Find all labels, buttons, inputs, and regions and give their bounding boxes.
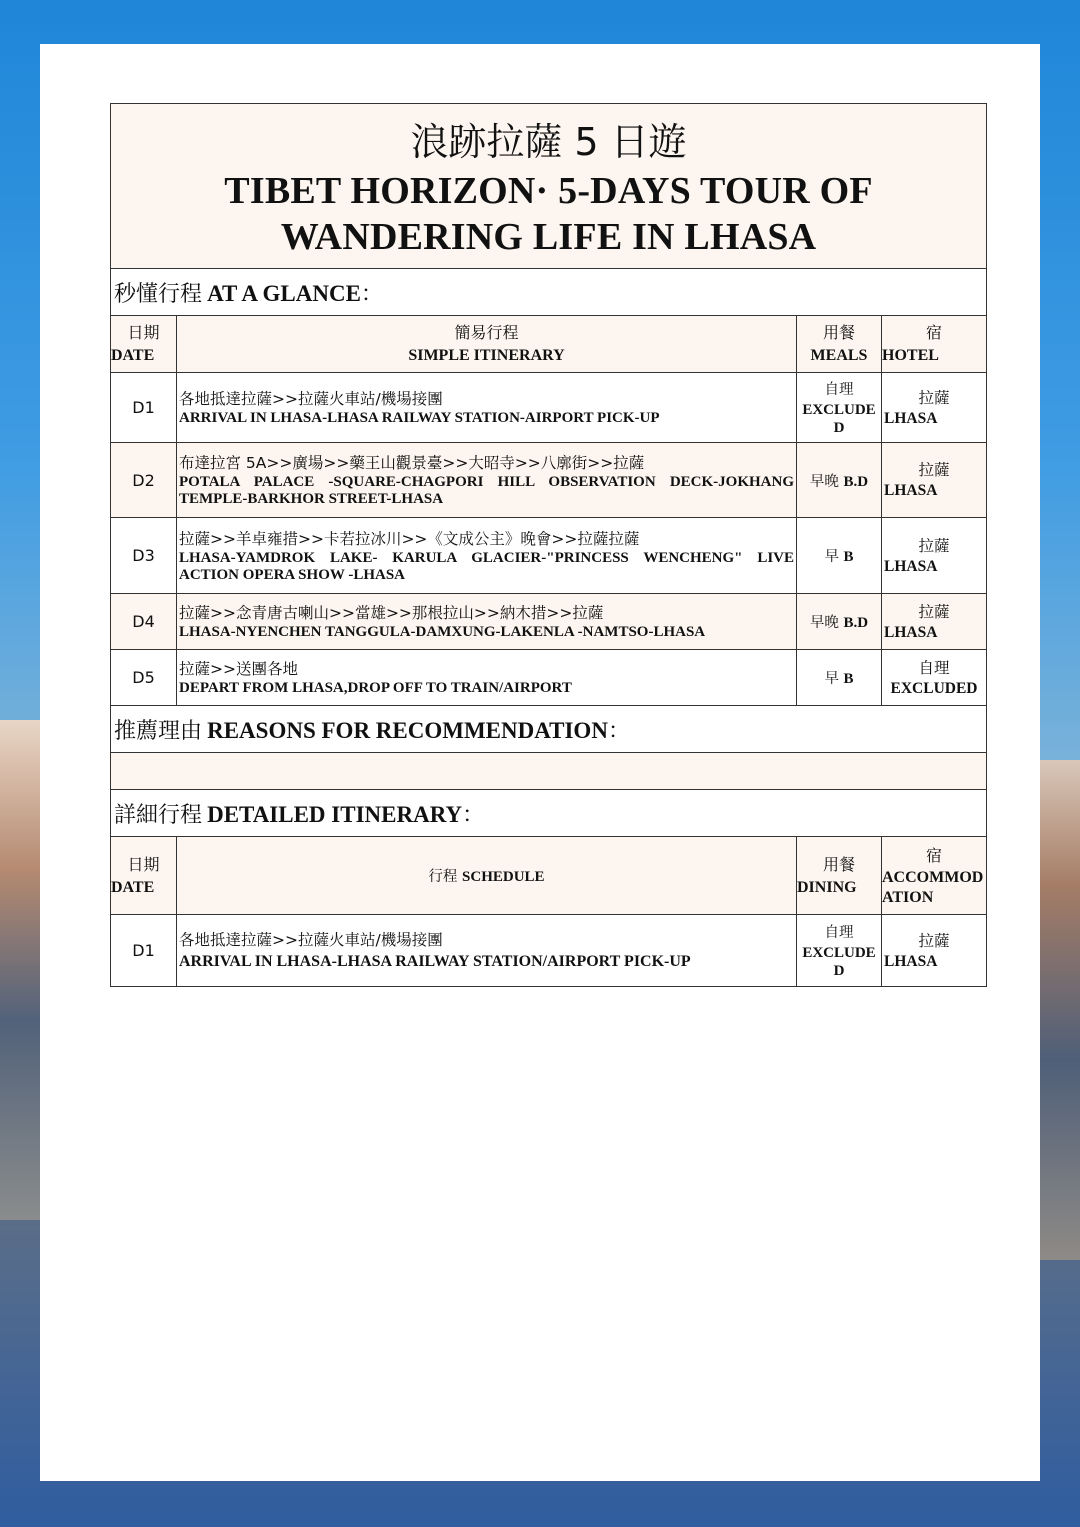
day-label: D2 bbox=[111, 443, 177, 518]
meal-cell bbox=[797, 373, 882, 443]
meal-en: EXCLUDED bbox=[802, 944, 876, 979]
table-row bbox=[111, 373, 987, 443]
section-heading-en: DETAILED ITINERARY bbox=[207, 801, 463, 827]
section-heading-zh: 詳細行程 bbox=[114, 802, 203, 828]
hotel-en: LHASA bbox=[884, 952, 938, 970]
hotel-cell bbox=[882, 518, 987, 594]
header-hotel bbox=[882, 316, 987, 373]
day-label: D1 bbox=[111, 373, 177, 443]
meal-zh: 早 bbox=[824, 549, 839, 565]
header-itinerary bbox=[177, 316, 797, 373]
header-schedule bbox=[177, 837, 797, 915]
hotel-zh: 拉薩 bbox=[918, 931, 950, 950]
meal-cell bbox=[797, 594, 882, 650]
meal-zh: 早晚 bbox=[809, 615, 839, 631]
itinerary-en: ARRIVAL IN LHASA-LHASA RAILWAY STATION-AIRPORT PICK-UP bbox=[179, 410, 660, 426]
itinerary-zh: 布達拉宮 5A>>廣場>>藥王山觀景臺>>大昭寺>>八廓街>>拉薩 bbox=[179, 454, 645, 472]
header-accommodation bbox=[882, 837, 987, 915]
itinerary-zh: 拉薩>>送團各地 bbox=[179, 660, 298, 678]
header-date-en: DATE bbox=[111, 878, 155, 896]
meal-zh: 自理 bbox=[824, 381, 854, 398]
header-accommodation-zh: 宿 bbox=[926, 845, 943, 865]
hotel-cell bbox=[882, 915, 987, 987]
meal-en: EXCLUDED bbox=[802, 401, 876, 436]
header-date-zh: 日期 bbox=[127, 323, 160, 342]
hotel-zh: 拉薩 bbox=[918, 536, 950, 555]
table-row bbox=[111, 594, 987, 650]
table-row bbox=[111, 443, 987, 518]
itinerary-zh: 各地抵達拉薩>>拉薩火車站/機場接團 bbox=[179, 930, 443, 949]
header-schedule-zh: 行程 bbox=[428, 869, 458, 885]
header-schedule-text bbox=[428, 869, 544, 885]
day-label: D4 bbox=[111, 594, 177, 650]
itinerary-cell bbox=[177, 518, 797, 594]
meal-cell bbox=[797, 443, 882, 518]
table-row bbox=[111, 915, 987, 987]
header-meals-zh: 用餐 bbox=[822, 323, 855, 342]
meal-text bbox=[810, 615, 868, 631]
title-chinese: 浪跡拉薩 5 日遊 bbox=[410, 120, 687, 164]
hotel-en: LHASA bbox=[884, 557, 938, 575]
meal-cell bbox=[797, 650, 882, 706]
itinerary-table bbox=[110, 103, 987, 987]
itinerary-cell bbox=[177, 915, 797, 987]
header-dining-zh: 用餐 bbox=[822, 854, 855, 874]
section-heading-detailed bbox=[111, 790, 987, 837]
hotel-zh: 自理 bbox=[918, 658, 950, 677]
meal-zh: 早晚 bbox=[809, 473, 839, 490]
hotel-cell bbox=[882, 373, 987, 443]
header-accommodation-en: ACCOMMODATION bbox=[882, 868, 984, 906]
itinerary-cell bbox=[177, 594, 797, 650]
meal-cell bbox=[797, 518, 882, 594]
itinerary-cell bbox=[177, 373, 797, 443]
itinerary-zh: 拉薩>>念青唐古喇山>>當雄>>那根拉山>>納木措>>拉薩 bbox=[179, 604, 604, 622]
itinerary-cell bbox=[177, 443, 797, 518]
hotel-zh: 拉薩 bbox=[918, 461, 950, 479]
header-hotel-en: HOTEL bbox=[882, 347, 939, 364]
section-heading-colon: ： bbox=[607, 718, 630, 744]
itinerary-cell bbox=[177, 650, 797, 706]
title-english-line-1: TIBET HORIZON· 5-DAYS TOUR OF bbox=[224, 170, 873, 212]
title-block bbox=[111, 104, 987, 269]
hotel-en: EXCLUDED bbox=[890, 679, 978, 697]
title-english-line-2: WANDERING LIFE IN LHASA bbox=[280, 216, 817, 258]
itinerary-en: LHASA-YAMDROK LAKE- KARULA GLACIER-"PRINCESS WENCHENG" LIVE ACTION OPERA SHOW -LHASA bbox=[179, 549, 794, 583]
day-label: D3 bbox=[111, 518, 177, 594]
hotel-en: LHASA bbox=[884, 623, 938, 641]
meal-cell bbox=[797, 915, 882, 987]
header-meals-en: MEALS bbox=[810, 347, 868, 364]
header-dining bbox=[797, 837, 882, 915]
itinerary-en: POTALA PALACE -SQUARE-CHAGPORI HILL OBSERVATION DECK-JOKHANG TEMPLE-BARKHOR STREET-LHASA bbox=[179, 474, 794, 507]
itinerary-en: DEPART FROM LHASA,DROP OFF TO TRAIN/AIRPORT bbox=[179, 680, 572, 696]
header-schedule-en: SCHEDULE bbox=[462, 869, 545, 885]
meal-zh: 自理 bbox=[824, 924, 854, 941]
section-heading-colon: ： bbox=[360, 281, 383, 307]
header-dining-en: DINING bbox=[797, 878, 857, 896]
hotel-cell bbox=[882, 443, 987, 518]
header-date-en: DATE bbox=[111, 347, 155, 364]
section-heading-at-a-glance bbox=[111, 269, 987, 316]
meal-text bbox=[824, 549, 853, 565]
section-heading-zh: 推薦理由 bbox=[114, 718, 203, 744]
day-label: D1 bbox=[111, 915, 177, 987]
hotel-zh: 拉薩 bbox=[918, 602, 950, 621]
reasons-content bbox=[111, 753, 987, 790]
section-heading-reasons bbox=[111, 706, 987, 753]
meal-text bbox=[810, 474, 868, 490]
section-heading-colon: ： bbox=[462, 802, 485, 828]
section-heading-zh: 秒懂行程 bbox=[114, 281, 203, 307]
meal-text bbox=[824, 671, 853, 687]
header-itinerary-en: SIMPLE ITINERARY bbox=[408, 347, 565, 364]
header-date-zh: 日期 bbox=[127, 854, 160, 874]
hotel-en: LHASA bbox=[884, 482, 938, 499]
table-row bbox=[111, 650, 987, 706]
hotel-cell bbox=[882, 650, 987, 706]
header-meals bbox=[797, 316, 882, 373]
itinerary-en: ARRIVAL IN LHASA-LHASA RAILWAY STATION/AIRPORT PICK-UP bbox=[179, 952, 691, 970]
meal-zh: 早 bbox=[824, 671, 839, 687]
itinerary-zh: 拉薩>>羊卓雍措>>卡若拉冰川>>《文成公主》晚會>>拉薩拉薩 bbox=[179, 529, 640, 548]
hotel-en: LHASA bbox=[884, 409, 938, 427]
hotel-cell bbox=[882, 594, 987, 650]
header-date bbox=[111, 316, 177, 373]
meal-en: B.D bbox=[843, 615, 869, 631]
day-label: D5 bbox=[111, 650, 177, 706]
table-row bbox=[111, 518, 987, 594]
hotel-zh: 拉薩 bbox=[918, 388, 950, 407]
header-hotel-zh: 宿 bbox=[926, 323, 943, 342]
header-date bbox=[111, 837, 177, 915]
meal-en: B bbox=[843, 549, 854, 565]
section-heading-en: AT A GLANCE bbox=[207, 280, 361, 306]
itinerary-en: LHASA-NYENCHEN TANGGULA-DAMXUNG-LAKENLA -NAMTSO-LHASA bbox=[179, 624, 706, 640]
section-heading-en: REASONS FOR RECOMMENDATION bbox=[207, 717, 608, 743]
meal-en: B bbox=[843, 671, 854, 687]
header-itinerary-zh: 簡易行程 bbox=[454, 323, 519, 342]
itinerary-zh: 各地抵達拉薩>>拉薩火車站/機場接團 bbox=[179, 390, 443, 408]
meal-en: B.D bbox=[843, 473, 869, 490]
